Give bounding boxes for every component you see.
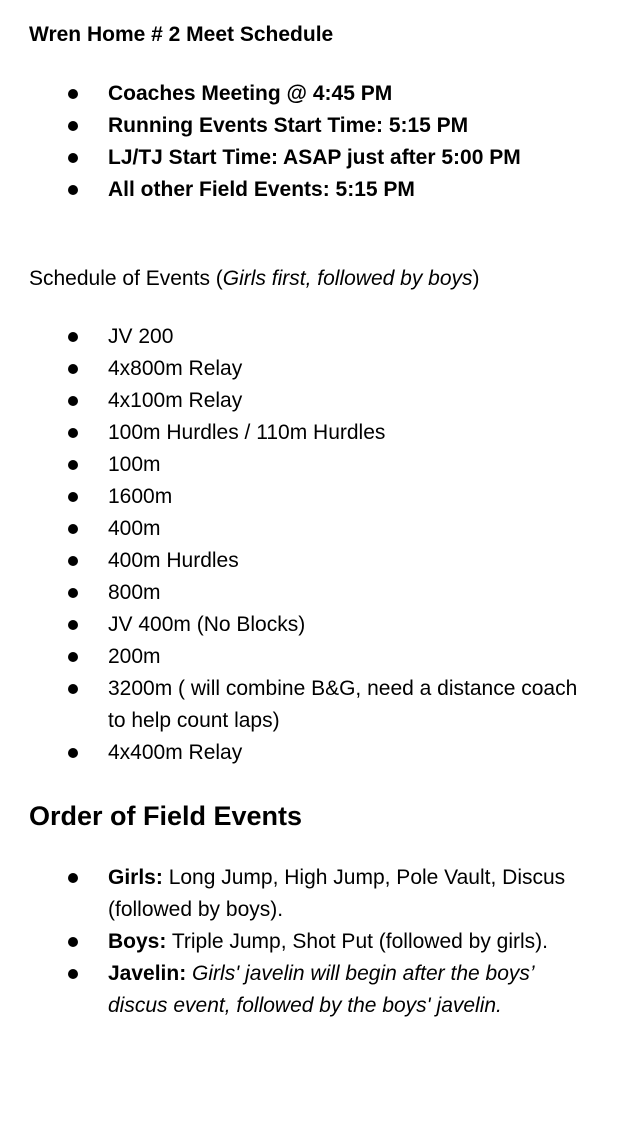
list-item: [0, 78, 620, 110]
list-item: [0, 737, 620, 769]
list-item: [0, 110, 620, 142]
bullet-icon: [68, 588, 78, 598]
list-item: [0, 673, 620, 737]
girls-text: Long Jump, High Jump, Pole Vault, Discus (followed by boys).: [108, 866, 566, 921]
event-text: 100m Hurdles / 110m Hurdles: [108, 421, 386, 444]
list-item: [0, 513, 620, 545]
event-text: 400m: [108, 517, 161, 540]
field-events-heading: Order of Field Events: [29, 801, 303, 831]
bullet-icon: [68, 396, 78, 406]
bullet-icon: [68, 524, 78, 534]
bullet-icon: [68, 873, 78, 883]
list-item: [0, 353, 620, 385]
event-text: 4x100m Relay: [108, 389, 243, 412]
list-item: [0, 545, 620, 577]
bullet-icon: [68, 937, 78, 947]
event-text: 100m: [108, 453, 161, 476]
event-text: 4x800m Relay: [108, 357, 243, 380]
list-item: [0, 958, 620, 1022]
event-text: 200m: [108, 645, 161, 668]
bullet-icon: [68, 364, 78, 374]
list-item: [0, 609, 620, 641]
boys-text: Triple Jump, Shot Put (followed by girls).: [166, 930, 549, 953]
bullet-icon: [68, 460, 78, 470]
events-list: [0, 321, 620, 769]
bullet-icon: [68, 969, 78, 979]
boys-label: Boys:: [108, 930, 167, 953]
schedule-label: [29, 264, 480, 294]
javelin-text: Girls' javelin will begin after the boys’ discus event, followed by the boys' javelin.: [108, 962, 534, 1017]
list-item: [0, 321, 620, 353]
bullet-icon: [68, 153, 78, 163]
list-item: [0, 481, 620, 513]
event-text: JV 400m (No Blocks): [108, 613, 306, 636]
list-item: [0, 385, 620, 417]
list-item: [0, 862, 620, 926]
bullet-icon: [68, 428, 78, 438]
javelin-label: Javelin:: [108, 962, 187, 985]
start-time-text: Running Events Start Time: 5:15 PM: [108, 114, 469, 137]
list-item: [0, 926, 620, 958]
schedule-label-prefix: Schedule of Events (: [29, 267, 223, 290]
bullet-icon: [68, 332, 78, 342]
list-item: [0, 174, 620, 206]
bullet-icon: [68, 89, 78, 99]
list-item: [0, 577, 620, 609]
bullet-icon: [68, 121, 78, 131]
event-text: 400m Hurdles: [108, 549, 239, 572]
list-item: [0, 417, 620, 449]
start-times-list: [0, 78, 620, 206]
start-time-text: LJ/TJ Start Time: ASAP just after 5:00 PM: [108, 146, 521, 169]
girls-label: Girls:: [108, 866, 163, 889]
bullet-icon: [68, 620, 78, 630]
list-item: [0, 449, 620, 481]
field-events-list: [0, 862, 620, 1022]
list-item: [0, 641, 620, 673]
start-time-text: All other Field Events: 5:15 PM: [108, 178, 415, 201]
bullet-icon: [68, 652, 78, 662]
document-title: Wren Home # 2 Meet Schedule: [29, 23, 334, 46]
list-item: [0, 142, 620, 174]
event-text: 1600m: [108, 485, 173, 508]
bullet-icon: [68, 684, 78, 694]
bullet-icon: [68, 492, 78, 502]
event-text: 3200m ( will combine B&G, need a distance coach to help count laps): [108, 677, 578, 732]
start-time-text: Coaches Meeting @ 4:45 PM: [108, 82, 393, 105]
schedule-label-suffix: ): [472, 267, 480, 290]
event-text: 4x400m Relay: [108, 741, 243, 764]
schedule-label-note: Girls first, followed by boys: [222, 267, 473, 290]
bullet-icon: [68, 556, 78, 566]
event-text: 800m: [108, 581, 161, 604]
bullet-icon: [68, 748, 78, 758]
bullet-icon: [68, 185, 78, 195]
event-text: JV 200: [108, 325, 174, 348]
